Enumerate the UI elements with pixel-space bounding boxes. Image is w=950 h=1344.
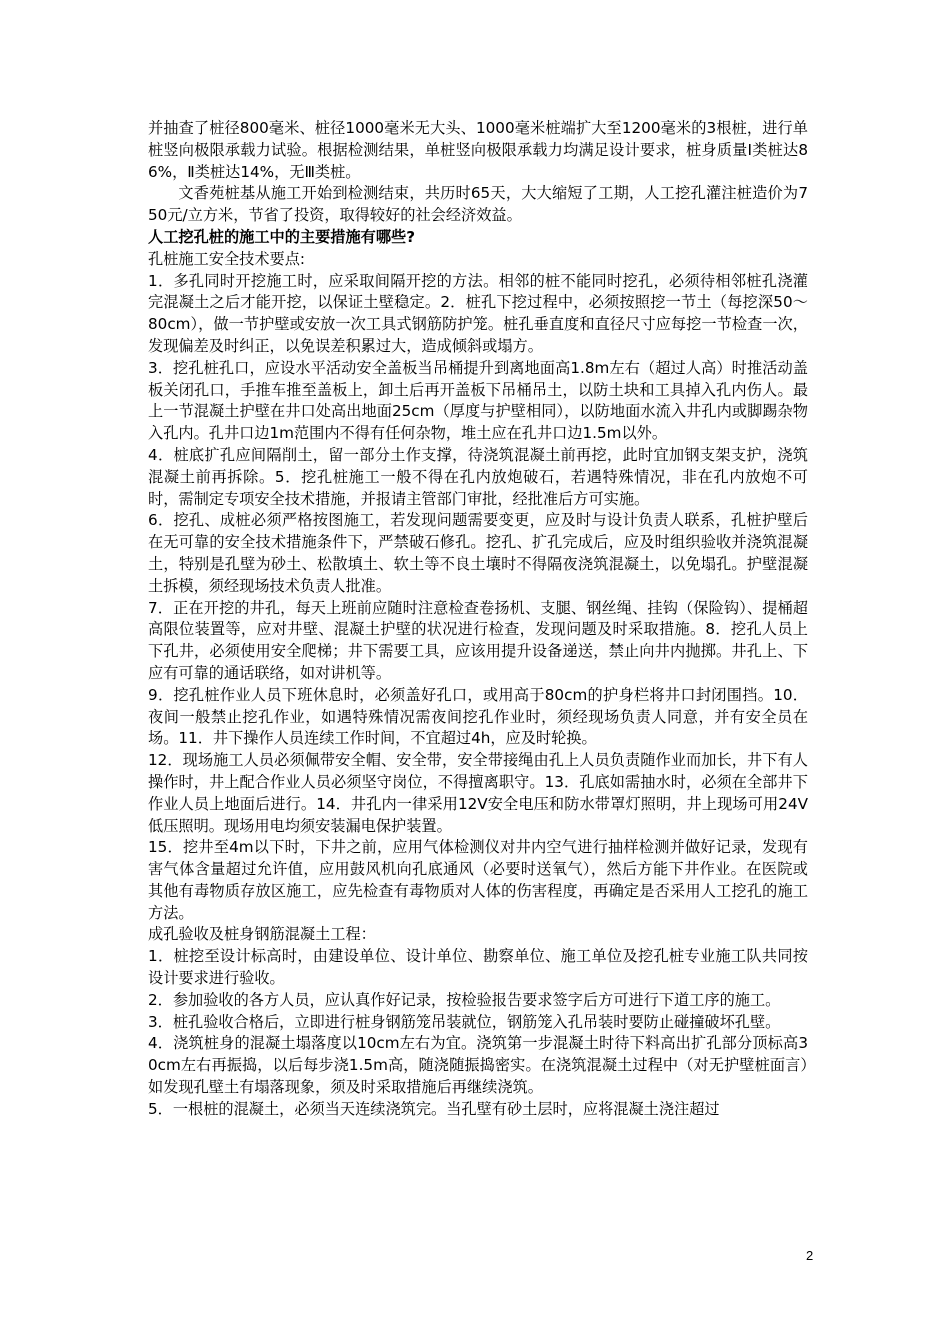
document-body <box>148 118 808 1121</box>
paragraph-acceptance-3: 3．桩孔验收合格后，立即进行桩身钢筋笼吊装就位，钢筋笼入孔吊装时要防止碰撞破坏孔壁。 <box>148 1012 781 1031</box>
paragraph-test-result: 并抽查了桩径800毫米、桩径1000毫米无大头、1000毫米桩端扩大至1200毫米的3根桩，进行单桩竖向极限承载力试验。根据检测结果，单桩竖向极限承载力均满足设计要求，桩身质量Ⅰ类桩达86%，Ⅱ类桩达14%，无Ⅲ类桩。 <box>148 119 808 181</box>
paragraph-safety-3: 3．挖孔桩孔口，应设水平活动安全盖板当吊桶提升到离地面高1.8m左右（超过人高）时推活动盖板关闭孔口，手推车推至盖板上，卸土后再开盖板下吊桶吊土，以防土块和工具掉入孔内伤人。最上一节混凝土护壁在井口处高出地面25cm（厚度与护壁相同），以防地面水流入井孔内或脚踢杂物入孔内。孔井口边1m范围内不得有任何杂物，堆土应在孔井口边1.5m以外。 <box>148 358 808 443</box>
paragraph-acceptance-1: 1．桩挖至设计标高时，由建设单位、设计单位、勘察单位、施工单位及挖孔桩专业施工队共同按设计要求进行验收。 <box>148 947 808 988</box>
page-number: 2 <box>806 1248 814 1263</box>
paragraph-project-summary: 文香苑桩基从施工开始到检测结束，共历时65天，大大缩短了工期，人工挖孔灌注桩造价为750元/立方米，节省了投资，取得较好的社会经济效益。 <box>148 184 808 225</box>
subheading-acceptance: 成孔验收及桩身钢筋混凝土工程： <box>148 925 376 944</box>
paragraph-safety-6: 6．挖孔、成桩必须严格按图施工，若发现问题需要变更，应及时与设计负责人联系，孔桩护壁后在无可靠的安全技术措施条件下，严禁破石修孔。挖孔、扩孔完成后，应及时组织验收并浇筑混凝土，特别是孔壁为砂土、松散填土、软土等不良土壤时不得隔夜浇筑混凝土，以免塌孔。护壁混凝土拆模，须经现场技术负责人批准。 <box>148 511 808 595</box>
paragraph-safety-12-14: 12．现场施工人员必须佩带安全帽、安全带，安全带接绳由孔上人员负责随作业而加长，井下有人操作时，井上配合作业人员必须坚守岗位，不得擅离职守。13．孔底如需抽水时，必须在全部井下作业人员上地面后进行。14．井孔内一律采用12V安全电压和防水带罩灯照明，井上现场可用24V低压照明。现场用电均须安装漏电保护装置。 <box>148 751 808 835</box>
paragraph-safety-1-2: 1．多孔同时开挖施工时，应采取间隔开挖的方法。相邻的桩不能同时挖孔，必须待相邻桩孔浇灌完混凝土之后才能开挖，以保证土壁稳定。2．桩孔下挖过程中，必须按照挖一节土（每挖深50～80cm），做一节护壁或安放一次工具式钢筋防护笼。桩孔垂直度和直径尺寸应每挖一节检查一次，发现偏差及时纠正，以免误差积累过大，造成倾斜或塌方。 <box>148 271 808 355</box>
paragraph-safety-9-11: 9．挖孔桩作业人员下班休息时，必须盖好孔口，或用高于80cm的护身栏将井口封闭围挡。10．夜间一般禁止挖孔作业，如遇特殊情况需夜间挖孔作业时，须经现场负责人同意，并有安全员在场。11．井下操作人员连续工作时间，不宜超过4h，应及时轮换。 <box>148 685 808 748</box>
paragraph-safety-4-5: 4．桩底扩孔应间隔削土，留一部分土作支撑，待浇筑混凝土前再挖，此时宜加钢支架支护，浇筑混凝土前再拆除。5．挖孔桩施工一般不得在孔内放炮破石，若遇特殊情况，非在孔内放炮不可时，需制定专项安全技术措施，并报请主管部门审批，经批准后方可实施。 <box>148 445 808 508</box>
paragraph-acceptance-4: 4．浇筑桩身的混凝土塌落度以10cm左右为宜。浇筑第一步混凝土时待下料高出扩孔部分顶标高30cm左右再振捣，以后每步浇1.5m高，随浇随振捣密实。在浇筑混凝土过程中（对无护壁桩面言）如发现孔壁土有塌落现象，须及时采取措施后再继续浇筑。 <box>148 1034 808 1097</box>
section-heading-main-measures: 人工挖孔桩的施工中的主要措施有哪些? <box>148 227 415 246</box>
paragraph-acceptance-5: 5．一根桩的混凝土，必须当天连续浇筑完。当孔壁有砂土层时，应将混凝土浇注超过 <box>148 1099 720 1118</box>
paragraph-acceptance-2: 2．参加验收的各方人员，应认真作好记录，按检验报告要求签字后方可进行下道工序的施工。 <box>148 990 781 1009</box>
paragraph-safety-7-8: 7．正在开挖的井孔，每天上班前应随时注意检查卷扬机、支腿、钢丝绳、挂钩（保险钩）、提桶超高限位装置等，应对井壁、混凝土护壁的状况进行检查，发现问题及时采取措施。8．挖孔人员上下孔井，必须使用安全爬梯；井下需要工具，应该用提升设备递送，禁止向井内抛掷。井孔上、下应有可靠的通话联络，如对讲机等。 <box>148 598 808 682</box>
subheading-safety-points: 孔桩施工安全技术要点: <box>148 249 305 268</box>
paragraph-safety-15: 15．挖井至4m以下时，下井之前，应用气体检测仪对井内空气进行抽样检测并做好记录，发现有害气体含量超过允许值，应用鼓风机向孔底通风（必要时送氧气），然后方能下井作业。在医院或其他有毒物质存放区施工，应先检查有毒物质对人体的伤害程度，再确定是否采用人工挖孔的施工方法。 <box>148 838 808 922</box>
